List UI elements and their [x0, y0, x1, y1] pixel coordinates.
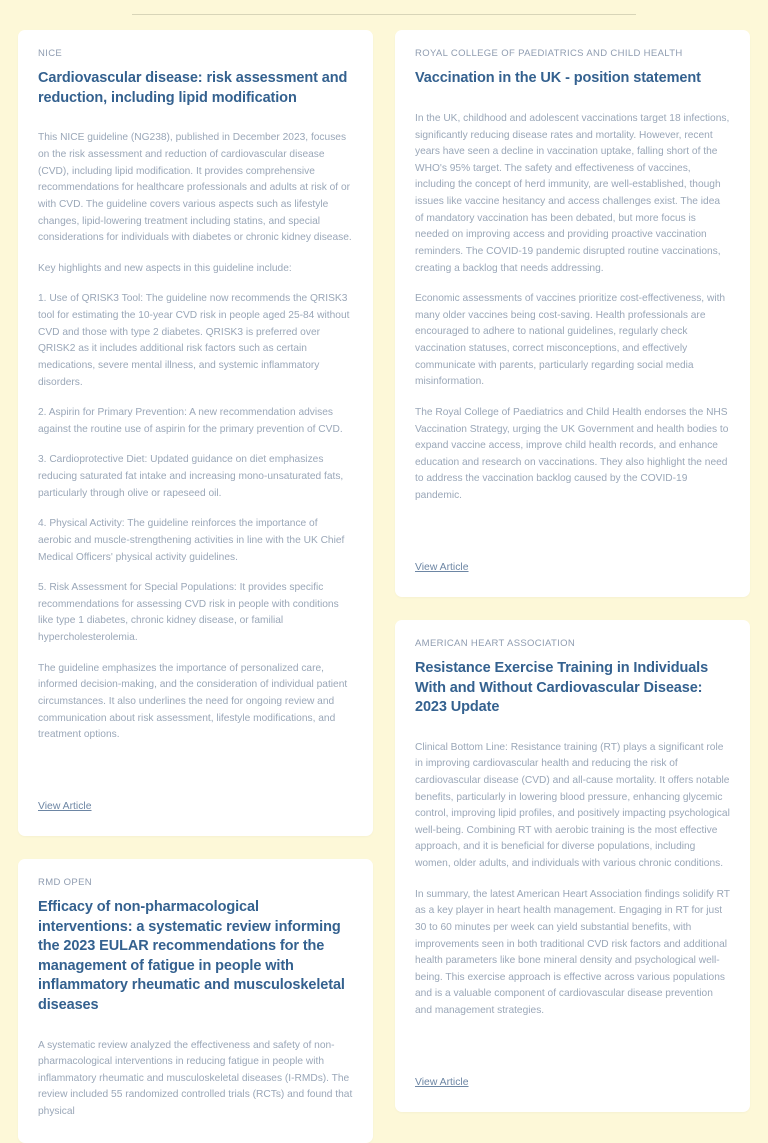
article-card[interactable] [18, 30, 373, 836]
card-paragraph: Clinical Bottom Line: Resistance training (RT) plays a significant role in improving cardiovascular health and reducing the risk of cardiovascular disease (CVD) and all-cause mortality. It offers notable benefits, particularly in lowering blood pressure, enhancing glycemic control, improving lipid profiles, and positively impacting psychological well-being. Combining RT with aerobic training is the most effective approach, and it is beneficial for diverse populations, including women, older adults, and individuals with various chronic conditions. [415, 741, 730, 870]
card-title: Efficacy of non-pharmacological interventions: a systematic review informing the 2023 EULAR recommendations for the management of fatigue in people with inflammatory rheumatic and musculoskeletal diseases [38, 899, 345, 1013]
card-body [415, 111, 730, 505]
card-link-area [415, 557, 730, 575]
article-card[interactable] [395, 30, 750, 597]
card-source-label: RMD OPEN [38, 876, 92, 888]
card-source-label: ROYAL COLLEGE OF PAEDIATRICS AND CHILD HEALTH [415, 48, 683, 59]
article-card-grid [0, 30, 768, 1143]
card-source-label: AMERICAN HEART ASSOCIATION [415, 637, 576, 649]
card-source-label: NICE [38, 48, 63, 59]
card-paragraph: A systematic review analyzed the effectiveness and safety of non-pharmacological interventions in reducing fatigue in people with inflammatory rheumatic and musculoskeletal diseases (I-RMDs). The review included 55 randomized controlled trials (RCTs) and found that physical [38, 1039, 353, 1118]
card-paragraph: Key highlights and new aspects in this guideline include: [38, 262, 292, 274]
article-card[interactable] [18, 859, 373, 1143]
card-body [38, 1038, 353, 1121]
card-body [415, 740, 730, 1020]
card-paragraph: 1. Use of QRISK3 Tool: The guideline now recommends the QRISK3 tool for estimating the 10-year CVD risk in people aged 25-84 without CVD and those with type 2 diabetes. QRISK3 is preferred over QRISK2 as it includes additional risk factors such as certain medications, severe mental illness, and systemic inflammatory disorders. [38, 293, 350, 388]
card-paragraph: This NICE guideline (NG238), published in December 2023, focuses on the risk assessment and reduction of cardiovascular disease (CVD), including lipid modification. It provides comprehensive recommendations for healthcare professionals and adults at risk of or with CVD. The guideline covers various aspects such as lifestyle changes, lipid-lowering treatment including statins, and special considerations for individuals with diabetes or chronic kidney disease. [38, 132, 352, 244]
card-paragraph: 4. Physical Activity: The guideline reinforces the importance of aerobic and muscle-strengthening activities in line with the UK Chief Medical Officers' physical activity guidelines. [38, 518, 345, 563]
card-paragraph: The guideline emphasizes the importance of personalized care, informed decision-making, and the consideration of individual patient circumstances. It also underlines the need for ongoing review and communication about risk assessment, lifestyle modifications, and treatment options. [38, 662, 348, 741]
view-article-link[interactable]: View Article [38, 800, 92, 812]
card-title: Vaccination in the UK - position statement [415, 70, 701, 87]
card-body [38, 130, 353, 743]
left-column [18, 30, 373, 1143]
article-card[interactable] [395, 620, 750, 1112]
right-column [395, 30, 750, 1112]
header-divider-area [0, 0, 768, 30]
card-paragraph: 2. Aspirin for Primary Prevention: A new recommendation advises against the routine use of aspirin for the primary prevention of CVD. [38, 407, 343, 435]
view-article-link[interactable]: View Article [415, 561, 469, 573]
card-paragraph: In summary, the latest American Heart Association findings solidify RT as a key player in heart health management. Engaging in RT for just 30 to 60 minutes per week can yield substantial benefits, with improvements seen in both traditional CVD risk factors and additional health parameters like bone mineral density and psychological well-being. This exercise approach is effective across various populations and is a valuable component of cardiovascular disease prevention and management strategies. [415, 888, 730, 1017]
view-article-link[interactable]: View Article [415, 1076, 469, 1088]
card-title: Cardiovascular disease: risk assessment and reduction, including lipid modification [38, 70, 348, 106]
card-paragraph: 3. Cardioprotective Diet: Updated guidance on diet emphasizes reducing saturated fat intake and increasing mono-unsaturated fats, particularly through olive or rapeseed oil. [38, 454, 344, 499]
card-paragraph: Economic assessments of vaccines prioritize cost-effectiveness, with many older vaccines being cost-saving. Health professionals are encouraged to adhere to national guidelines, regularly check vaccination statuses, correct misconceptions, and effectively communicate with parents, particularly regarding social media misinformation. [415, 293, 726, 388]
card-paragraph: In the UK, childhood and adolescent vaccinations target 18 infections, significantly reducing disease rates and mortality. However, recent years have seen a decline in vaccination uptake, falling short of the WHO's 95% target. The safety and effectiveness of vaccines, including the concept of herd immunity, are well-established, though issues like vaccine hesitancy and access challenges exist. The idea of mandatory vaccination has been debated, but more focus is needed on improving access and providing proactive vaccination reminders. The COVID-19 pandemic disrupted routine vaccinations, creating a backlog that needs addressing. [415, 112, 730, 274]
card-title: Resistance Exercise Training in Individuals With and Without Cardiovascular Disease: 2023 Update [415, 660, 709, 716]
card-paragraph: 5. Risk Assessment for Special Populations: It provides specific recommendations for assessing CVD risk in people with conditions like type 1 diabetes, chronic kidney disease, or familial hypercholesterolemia. [38, 582, 339, 644]
card-link-area [38, 796, 353, 814]
horizontal-divider [132, 14, 636, 15]
card-link-area [415, 1072, 730, 1090]
card-paragraph: The Royal College of Paediatrics and Child Health endorses the NHS Vaccination Strategy, urging the UK Government and health bodies to expand vaccine access, improve child health records, and enhance education and research on vaccinations. They also highlight the need to address the vaccination backlog caused by the COVID-19 pandemic. [415, 406, 729, 502]
